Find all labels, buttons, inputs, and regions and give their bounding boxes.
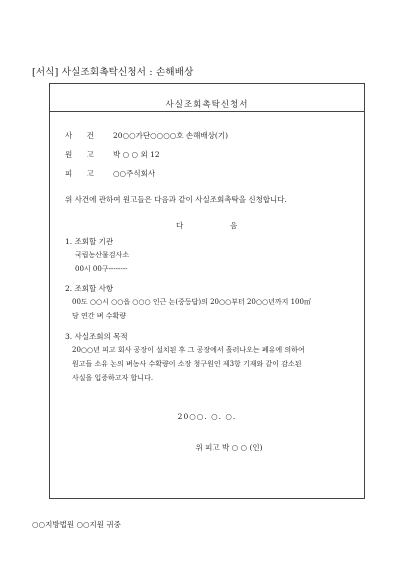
- party-row-defendant: [65, 168, 155, 179]
- section-2-line: 00도 ○○시 ○○읍 ○○○ 인근 논(중등답)의 20○○부터 20○○년까지 100㎡: [72, 298, 311, 306]
- intro-text: 위 사건에 관하여 원고들은 다음과 같이 사실조회촉탁을 신청합니다.: [65, 195, 287, 204]
- dagum-left: 다: [176, 221, 184, 230]
- party-row-plaintiff: [65, 149, 160, 160]
- section-1-heading: 1. 조회할 기관: [65, 237, 114, 246]
- plaintiff-label: 원 고: [65, 150, 100, 159]
- plaintiff-value: 박 ○ ○ 외 12: [113, 150, 160, 159]
- defendant-label: 피 고: [65, 169, 100, 178]
- court-line: ○○지방법원 ○○지원 귀중: [32, 520, 121, 529]
- title-divider: [50, 111, 364, 112]
- case-label: 사 건: [65, 131, 100, 140]
- section-1-line: 00시 00구--------: [75, 265, 128, 273]
- dagum-right: 음: [230, 221, 238, 230]
- section-3-line: 20○○년 피고 회사 공장이 설치된 후 그 공장에서 흘러나오는 폐유에 의하여: [72, 346, 305, 354]
- defendant-value: ○○주식회사: [113, 169, 156, 178]
- party-row-case: [65, 130, 228, 141]
- section-3-heading: 3. 사실조회의 목적: [65, 332, 128, 341]
- section-3-line: 원고들 소유 논의 벼농사 수확량이 소장 청구원인 제3항 기재와 같이 감소된: [72, 360, 302, 368]
- document-title: 사실조회촉탁신청서: [165, 100, 249, 110]
- section-1-line: 국립농산물검사소: [75, 251, 130, 259]
- application-form: [49, 83, 365, 499]
- date-line: 20○○. ○. ○.: [177, 412, 237, 421]
- case-value: 20○○가단○○○○호 손해배상(기): [113, 131, 229, 140]
- section-2-heading: 2. 조회할 사항: [65, 284, 114, 293]
- section-3-line: 사실을 입증하고자 합니다.: [72, 374, 154, 382]
- section-2-line: 당 연간 벼 수확량: [72, 312, 127, 320]
- signature-line: 위 피고 박 ○ ○ (인): [195, 443, 263, 452]
- header-title: [서식] 사실조회촉탁신청서 : 손해배상: [32, 67, 194, 78]
